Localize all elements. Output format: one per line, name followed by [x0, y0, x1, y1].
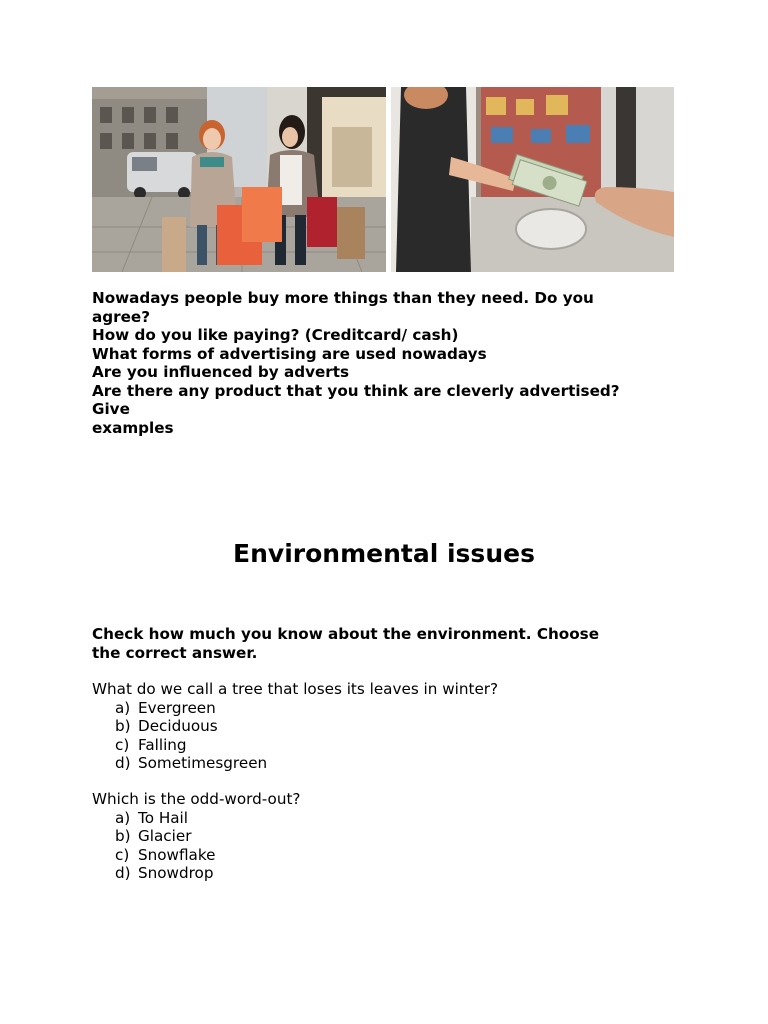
option-text: Evergreen [138, 698, 216, 717]
answer-options [92, 809, 692, 883]
question-line: examples [92, 418, 174, 437]
answer-option [92, 699, 692, 718]
option-text: Falling [138, 735, 187, 754]
quiz-question-1 [92, 680, 692, 773]
answer-option [92, 846, 692, 865]
question-text: Which is the odd-word-out? [92, 790, 301, 808]
question-line: Nowadays people buy more things than they need. Do you [92, 289, 594, 307]
option-letter: d) [115, 864, 131, 882]
answer-option [92, 754, 692, 773]
question-line: Are there any product that you think are cleverly advertised? [92, 381, 620, 400]
quiz-instructions [92, 625, 692, 662]
quiz-question-2 [92, 790, 692, 883]
answer-option [92, 864, 692, 883]
option-letter: d) [115, 754, 131, 772]
option-letter: a) [115, 808, 131, 827]
answer-option [92, 827, 692, 846]
question-line: What forms of advertising are used nowadays [92, 344, 487, 363]
discussion-questions [92, 289, 692, 437]
question-line: Are you influenced by adverts [92, 363, 350, 381]
instruction-line: Check how much you know about the environment. Choose [92, 625, 600, 643]
answer-option [92, 717, 692, 736]
question-text: What do we call a tree that loses its leaves in winter? [92, 680, 499, 698]
option-text: Deciduous [138, 717, 218, 735]
section-title: Environmental issues [233, 539, 535, 568]
instruction-line: the correct answer. [92, 643, 258, 662]
question-line: agree? [92, 307, 151, 326]
option-letter: c) [115, 845, 130, 864]
answer-option [92, 809, 692, 828]
option-text: Sometimesgreen [138, 754, 268, 772]
option-letter: c) [115, 735, 130, 754]
option-letter: b) [115, 717, 131, 735]
question-line: How do you like paying? (Creditcard/ cash) [92, 326, 459, 344]
question-line: Give [92, 400, 130, 418]
option-text: Snowflake [138, 845, 216, 864]
answer-options [92, 699, 692, 773]
cash-payment-photo [391, 87, 674, 272]
shopping-photo [92, 87, 386, 272]
option-letter: a) [115, 698, 131, 717]
option-text: Snowdrop [138, 864, 214, 882]
option-letter: b) [115, 827, 131, 845]
option-text: To Hail [138, 808, 188, 827]
option-text: Glacier [138, 827, 192, 845]
answer-option [92, 736, 692, 755]
